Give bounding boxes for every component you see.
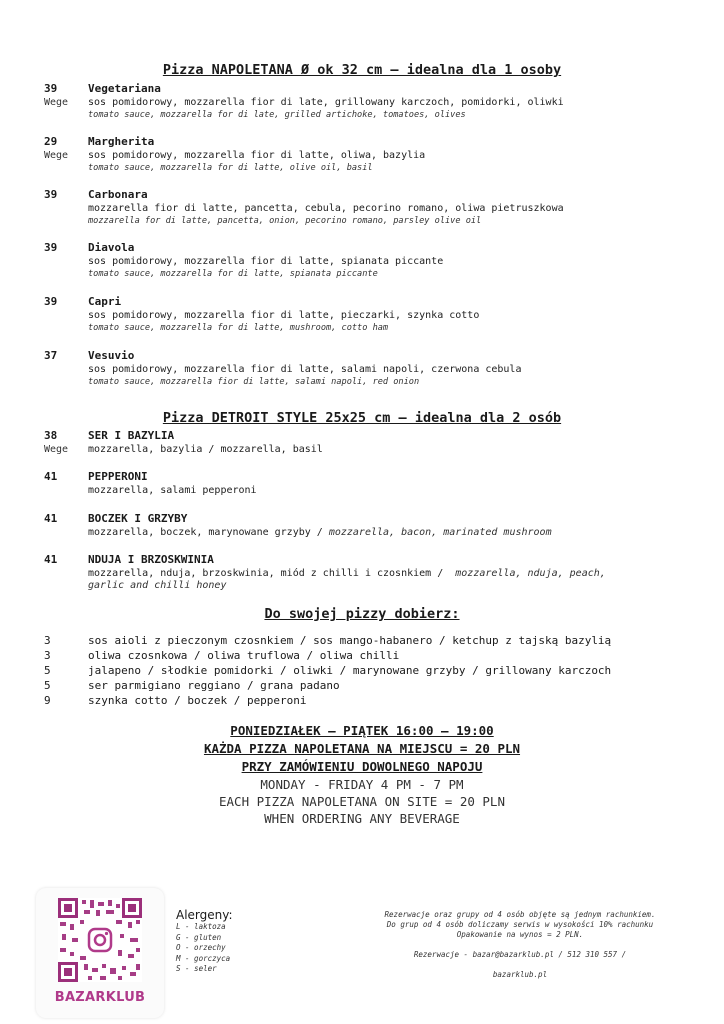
item-name: Capri (88, 295, 122, 308)
item-desc-en: tomato sauce, mozzarella fior di latte, salami napoli, red onion (88, 377, 420, 387)
allergen-item: G - gluten (176, 932, 222, 942)
extra-price: 3 (44, 634, 51, 647)
extra-price: 5 (44, 679, 51, 692)
extra-row (44, 678, 684, 693)
extra-text: szynka cotto / boczek / pepperoni (88, 694, 307, 707)
footer-reservation[interactable]: Rezerwacje - bazar@bazarklub.pl / 512 310 557 / (413, 950, 627, 959)
item-tag: Wege (44, 150, 69, 161)
item-name: Diavola (88, 241, 135, 254)
item-desc-en: mozzarella, nduja, peach, (455, 568, 606, 579)
extra-text: sos aioli z pieczonym czosnkiem / sos mango-habanero / ketchup z tajską bazylią (88, 634, 612, 647)
item-desc: mozzarella, salami pepperoni (88, 485, 257, 496)
detroit-title: Pizza DETROIT STYLE 25x25 cm – idealna dla 2 osób (162, 410, 562, 426)
extra-price: 3 (44, 649, 51, 662)
footer-info (350, 910, 690, 980)
item-desc-en: tomato sauce, mozzarella for di latte, mushroom, cotto ham (88, 323, 389, 333)
promo-line-en-2: EACH PIZZA NAPOLETANA ON SITE = 20 PLN (219, 794, 505, 809)
item-tag: Wege (44, 97, 69, 108)
item-desc-pl: mozzarella, boczek, marynowane grzyby / (88, 527, 329, 538)
item-name: Vesuvio (88, 349, 135, 362)
extras-title: Do swojej pizzy dobierz: (264, 606, 460, 622)
item-name: SER I BAZYLIA (88, 429, 175, 442)
item-desc-pl: sos pomidorowy, mozzarella fior di latte, pieczarki, szynka cotto (88, 310, 480, 321)
item-price: 39 (44, 295, 58, 308)
extra-row (44, 648, 684, 663)
allergens-title: Alergeny: (176, 908, 233, 922)
footer-note-service: Do grup od 4 osób doliczamy serwis w wysokości 10% rachunku (386, 920, 654, 929)
item-name: Vegetariana (88, 82, 161, 95)
extra-text: jalapeno / słodkie pomidorki / oliwki / marynowane grzyby / grillowany karczoch (88, 664, 612, 677)
allergens-legend (176, 908, 233, 975)
extra-price: 5 (44, 664, 51, 677)
item-price: 38 (44, 429, 58, 442)
item-tag: Wege (44, 444, 69, 455)
item-desc (88, 567, 688, 580)
napoletana-title: Pizza NAPOLETANA Ø ok 32 cm – idealna dla 1 osoby (162, 62, 562, 78)
item-desc-pl: sos pomidorowy, mozzarella fior di latte, spianata piccante (88, 256, 444, 267)
qr-card[interactable] (36, 888, 164, 1018)
item-desc-en-cont: garlic and chilli honey (88, 580, 227, 591)
qr-code[interactable] (58, 898, 142, 982)
footer-note-groups: Rezerwacje oraz grupy od 4 osób objęte są jednym rachunkiem. (384, 910, 656, 919)
item-desc-en: mozzarella, bacon, marinated mushroom (328, 527, 552, 538)
extra-row (44, 633, 684, 648)
item-name: PEPPERONI (88, 470, 148, 483)
item-price: 41 (44, 553, 58, 566)
extra-text: ser parmigiano reggiano / grana padano (88, 679, 340, 692)
item-name: BOCZEK I GRZYBY (88, 512, 188, 525)
extras-list (44, 633, 684, 708)
promo-line-en-3: WHEN ORDERING ANY BEVERAGE (264, 811, 460, 826)
footer-note-packaging: Opakowanie na wynos = 2 PLN. (456, 930, 584, 939)
item-desc: mozzarella, bazylia / mozzarella, basil (88, 444, 323, 455)
allergen-item: O - orzechy (176, 943, 226, 952)
item-desc (88, 526, 688, 539)
item-desc-pl: sos pomidorowy, mozzarella fior di latte, oliwa, bazylia (88, 150, 426, 161)
item-desc-pl: mozzarella fior di latte, pancetta, cebula, pecorino romano, oliwa pietruszkowa (88, 203, 564, 214)
happy-hour-promo (0, 722, 724, 827)
footer-website-link[interactable]: bazarklub.pl (492, 970, 548, 979)
item-desc-pl: sos pomidorowy, mozzarella fior di late, grillowany karczoch, pomidorki, oliwki (88, 97, 564, 108)
extra-row (44, 663, 684, 678)
extra-row (44, 693, 684, 708)
item-price: 39 (44, 241, 58, 254)
extra-price: 9 (44, 694, 51, 707)
promo-line-en-1: MONDAY - FRIDAY 4 PM - 7 PM (260, 777, 464, 792)
item-price: 39 (44, 188, 58, 201)
item-desc-en: mozzarella for di latte, pancetta, onion, pecorino romano, parsley olive oil (88, 216, 482, 226)
promo-line-pl-2: KAŻDA PIZZA NAPOLETANA NA MIEJSCU = 20 PLN (203, 741, 521, 756)
allergen-item: M - gorczyca (176, 953, 231, 963)
item-desc-en: tomato sauce, mozzarella for di late, grilled artichoke, tomatoes, olives (88, 110, 466, 120)
item-desc-en: tomato sauce, mozzarella for di latte, spianata piccante (88, 269, 378, 279)
item-price: 41 (44, 512, 58, 525)
item-name: Carbonara (88, 188, 148, 201)
item-desc-en: tomato sauce, mozzarella for di latte, olive oil, basil (88, 163, 373, 173)
item-price: 41 (44, 470, 58, 483)
promo-line-pl-1: PONIEDZIAŁEK – PIĄTEK 16:00 – 19:00 (230, 723, 494, 738)
item-price: 29 (44, 135, 58, 148)
promo-line-pl-3: PRZY ZAMÓWIENIU DOWOLNEGO NAPOJU (241, 759, 483, 774)
item-desc-pl: sos pomidorowy, mozzarella fior di latte, salami napoli, czerwona cebula (88, 364, 522, 375)
item-name: NDUJA I BRZOSKWINIA (88, 553, 214, 566)
item-name: Margherita (88, 135, 155, 148)
allergen-item: L - laktoza (176, 922, 226, 931)
extra-text: oliwa czosnkowa / oliwa truflowa / oliwa chilli (88, 649, 400, 662)
item-price: 37 (44, 349, 58, 362)
brand-logo: BAZARKLUB (54, 990, 146, 1005)
allergen-item: S - seler (176, 964, 217, 973)
item-price: 39 (44, 82, 58, 95)
item-desc-pl: mozzarella, nduja, brzoskwinia, miód z chilli i czosnkiem / (88, 568, 456, 579)
